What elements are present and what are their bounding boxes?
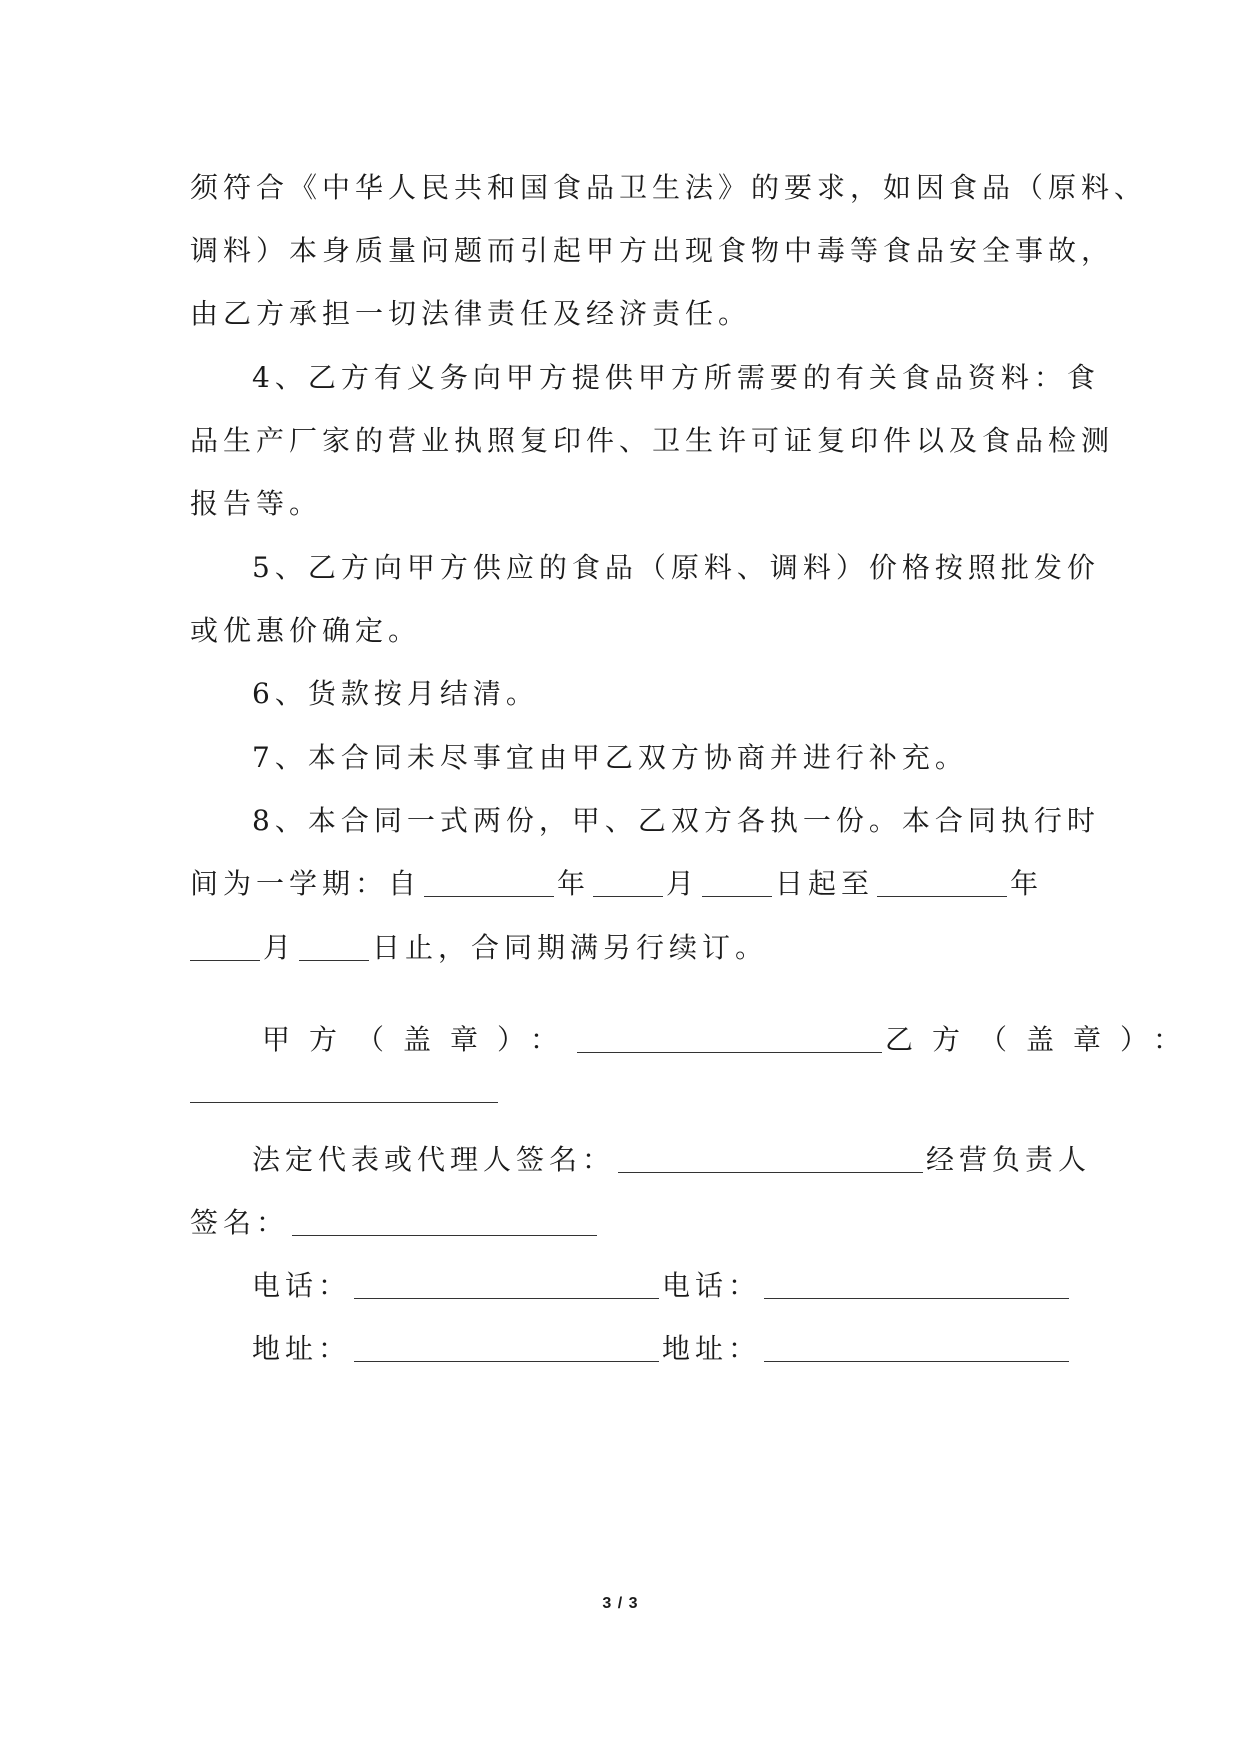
phone-b-blank[interactable] xyxy=(764,1270,1069,1299)
phone-b-label: 电话： xyxy=(662,1269,762,1302)
start-day-blank[interactable] xyxy=(702,868,772,897)
party-b-seal-label: 乙方（盖章）： xyxy=(885,1023,1201,1056)
day-start-label: 日起至 xyxy=(775,867,875,900)
party-a-seal-blank[interactable] xyxy=(577,1024,882,1053)
term-prefix: 间为一学期：自 xyxy=(190,867,422,900)
start-month-blank[interactable] xyxy=(593,868,663,897)
seal-line xyxy=(262,1020,1200,1060)
clause-6-line: 6、货款按月结清。 xyxy=(252,677,539,710)
month-label: 月 xyxy=(263,931,297,964)
address-b-blank[interactable] xyxy=(764,1333,1069,1362)
paragraph-line: 或优惠价确定。 xyxy=(190,614,422,647)
manager-label: 经营负责人 xyxy=(926,1143,1092,1176)
phone-line xyxy=(252,1266,1072,1306)
address-a-blank[interactable] xyxy=(354,1333,659,1362)
clause-5-line: 5、乙方向甲方供应的食品（原料、调料）价格按照批发价 xyxy=(252,551,1100,584)
paragraph-line: 须符合《中华人民共和国食品卫生法》的要求，如因食品（原料、 xyxy=(190,171,1148,204)
legal-rep-line xyxy=(252,1140,1091,1180)
month-label: 月 xyxy=(666,867,700,900)
party-b-seal-blank[interactable] xyxy=(190,1102,498,1103)
legal-rep-blank[interactable] xyxy=(618,1144,923,1173)
paragraph-line: 报告等。 xyxy=(190,487,323,520)
end-month-blank[interactable] xyxy=(190,932,260,961)
end-year-blank[interactable] xyxy=(877,868,1007,897)
manager-sign-blank[interactable] xyxy=(292,1207,597,1236)
paragraph-line: 由乙方承担一切法律责任及经济责任。 xyxy=(190,297,752,330)
clause-4-line: 4、乙方有义务向甲方提供甲方所需要的有关食品资料：食 xyxy=(252,361,1100,394)
paragraph-line: 调料）本身质量问题而引起甲方出现食物中毒等食品安全事故， xyxy=(190,234,1115,267)
contract-term-line xyxy=(190,864,1043,904)
phone-a-label: 电话： xyxy=(252,1269,352,1302)
address-line xyxy=(252,1329,1072,1369)
start-year-blank[interactable] xyxy=(424,868,554,897)
phone-a-blank[interactable] xyxy=(354,1270,659,1299)
contract-term-end-line xyxy=(190,928,768,968)
page-number: 3 / 3 xyxy=(602,1595,639,1612)
manager-sign-label: 签名： xyxy=(190,1206,290,1239)
end-day-blank[interactable] xyxy=(299,932,369,961)
legal-rep-label: 法定代表或代理人签名： xyxy=(252,1143,616,1176)
clause-7-line: 7、本合同未尽事宜由甲乙双方协商并进行补充。 xyxy=(252,741,968,774)
clause-8-line: 8、本合同一式两份，甲、乙双方各执一份。本合同执行时 xyxy=(252,804,1100,837)
address-a-label: 地址： xyxy=(252,1332,352,1365)
paragraph-line: 品生产厂家的营业执照复印件、卫生许可证复印件以及食品检测 xyxy=(190,424,1115,457)
address-b-label: 地址： xyxy=(662,1332,762,1365)
manager-sign-line xyxy=(190,1203,600,1243)
term-suffix: 日止，合同期满另行续订。 xyxy=(372,931,769,964)
year-label: 年 xyxy=(557,867,591,900)
party-a-seal-label: 甲方（盖章）： xyxy=(262,1023,578,1056)
year-label: 年 xyxy=(1010,867,1044,900)
